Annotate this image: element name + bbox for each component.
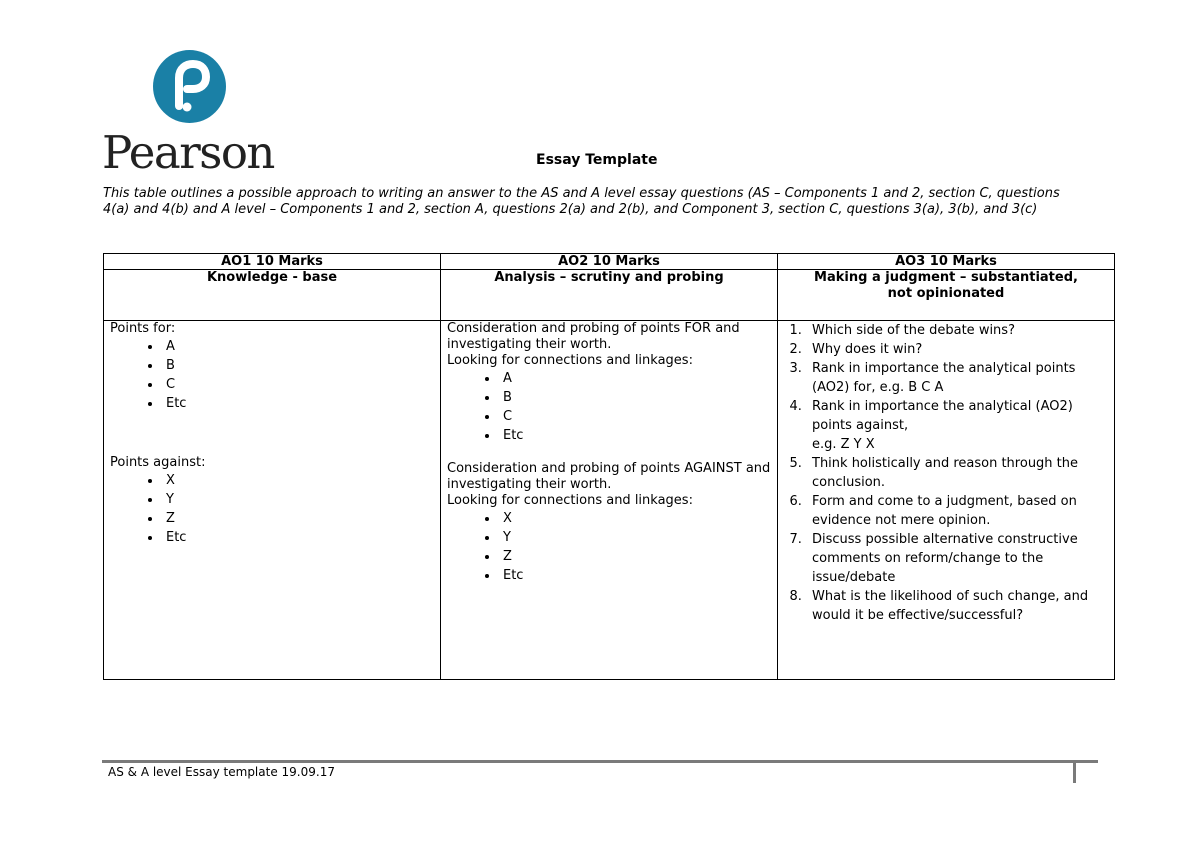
ao3-cell bbox=[778, 321, 1115, 680]
list-item: • Etc bbox=[162, 394, 434, 413]
list-item: • Etc bbox=[499, 566, 771, 585]
list-item: 7. Discuss possible alternative constructive comments on reform/change to the issue/debate bbox=[806, 530, 1108, 587]
list-item: • Y bbox=[162, 490, 434, 509]
list-item: • C bbox=[499, 407, 771, 426]
list-item: • Z bbox=[162, 509, 434, 528]
ao1-cell bbox=[104, 321, 441, 680]
points-against-label: Points against: bbox=[110, 455, 206, 470]
judgment-steps-list bbox=[784, 321, 1108, 625]
ao3-heading bbox=[778, 270, 1115, 321]
ao3-marks-header: AO3 10 Marks bbox=[778, 254, 1115, 270]
points-for-list bbox=[110, 337, 434, 413]
ao2-heading: Analysis – scrutiny and probing bbox=[441, 270, 778, 321]
list-item: • Y bbox=[499, 528, 771, 547]
list-item: 3. Rank in importance the analytical points (AO2) for, e.g. B C A bbox=[806, 359, 1108, 397]
list-item: • X bbox=[499, 509, 771, 528]
ao1-marks-header: AO1 10 Marks bbox=[104, 254, 441, 270]
intro-text: This table outlines a possible approach to writing an answer to the AS and A level essay questions (AS – Components 1 and 2, section C, questions 4(a) and 4(b) and A level – Components 1 and 2, section A, questions 2(a) and 2(b), and Component 3, section C, questions 3(a), 3(b), and 3(c) bbox=[103, 186, 1060, 217]
for-consideration-text: Consideration and probing of points FOR and investigating their worth. bbox=[447, 321, 740, 352]
step-text: Rank in importance the analytical (AO2) points against, bbox=[812, 399, 1073, 433]
against-links-text: Looking for connections and linkages: bbox=[447, 493, 693, 508]
footer-text: AS & A level Essay template 19.09.17 bbox=[108, 765, 335, 779]
list-item: 8. What is the likelihood of such change, and would it be effective/successful? bbox=[806, 587, 1108, 625]
ao3-heading-line1: Making a judgment – substantiated, bbox=[814, 270, 1078, 285]
ao1-heading: Knowledge - base bbox=[104, 270, 441, 321]
content-row bbox=[104, 321, 1115, 680]
list-item: • Z bbox=[499, 547, 771, 566]
pearson-wordmark: Pearson bbox=[102, 126, 274, 179]
essay-table bbox=[103, 253, 1115, 680]
list-item: • C bbox=[162, 375, 434, 394]
list-item bbox=[806, 397, 1108, 454]
list-item: • A bbox=[162, 337, 434, 356]
step-example: e.g. Z Y X bbox=[812, 437, 875, 452]
ao2-cell bbox=[441, 321, 778, 680]
ao3-heading-line2: not opinionated bbox=[887, 286, 1005, 301]
list-item: 2. Why does it win? bbox=[806, 340, 1108, 359]
list-item: • B bbox=[162, 356, 434, 375]
list-item: • X bbox=[162, 471, 434, 490]
footer-divider bbox=[102, 760, 1098, 763]
against-links-list bbox=[447, 509, 771, 585]
marks-header-row bbox=[104, 254, 1115, 270]
against-consideration-text: Consideration and probing of points AGAINST and investigating their worth. bbox=[447, 461, 771, 492]
points-against-list bbox=[110, 471, 434, 547]
for-links-text: Looking for connections and linkages: bbox=[447, 353, 693, 368]
list-item: • A bbox=[499, 369, 771, 388]
list-item: • Etc bbox=[499, 426, 771, 445]
points-for-label: Points for: bbox=[110, 321, 176, 336]
list-item: 5. Think holistically and reason through the conclusion. bbox=[806, 454, 1108, 492]
heading-row bbox=[104, 270, 1115, 321]
list-item: 1. Which side of the debate wins? bbox=[806, 321, 1108, 340]
page-title: Essay Template bbox=[536, 152, 658, 168]
footer-divider-tick bbox=[1073, 763, 1076, 783]
for-links-list bbox=[447, 369, 771, 445]
pearson-p-icon bbox=[153, 50, 226, 123]
ao2-marks-header: AO2 10 Marks bbox=[441, 254, 778, 270]
list-item: • Etc bbox=[162, 528, 434, 547]
list-item: 6. Form and come to a judgment, based on evidence not mere opinion. bbox=[806, 492, 1108, 530]
list-item: • B bbox=[499, 388, 771, 407]
pearson-logo bbox=[102, 50, 277, 179]
